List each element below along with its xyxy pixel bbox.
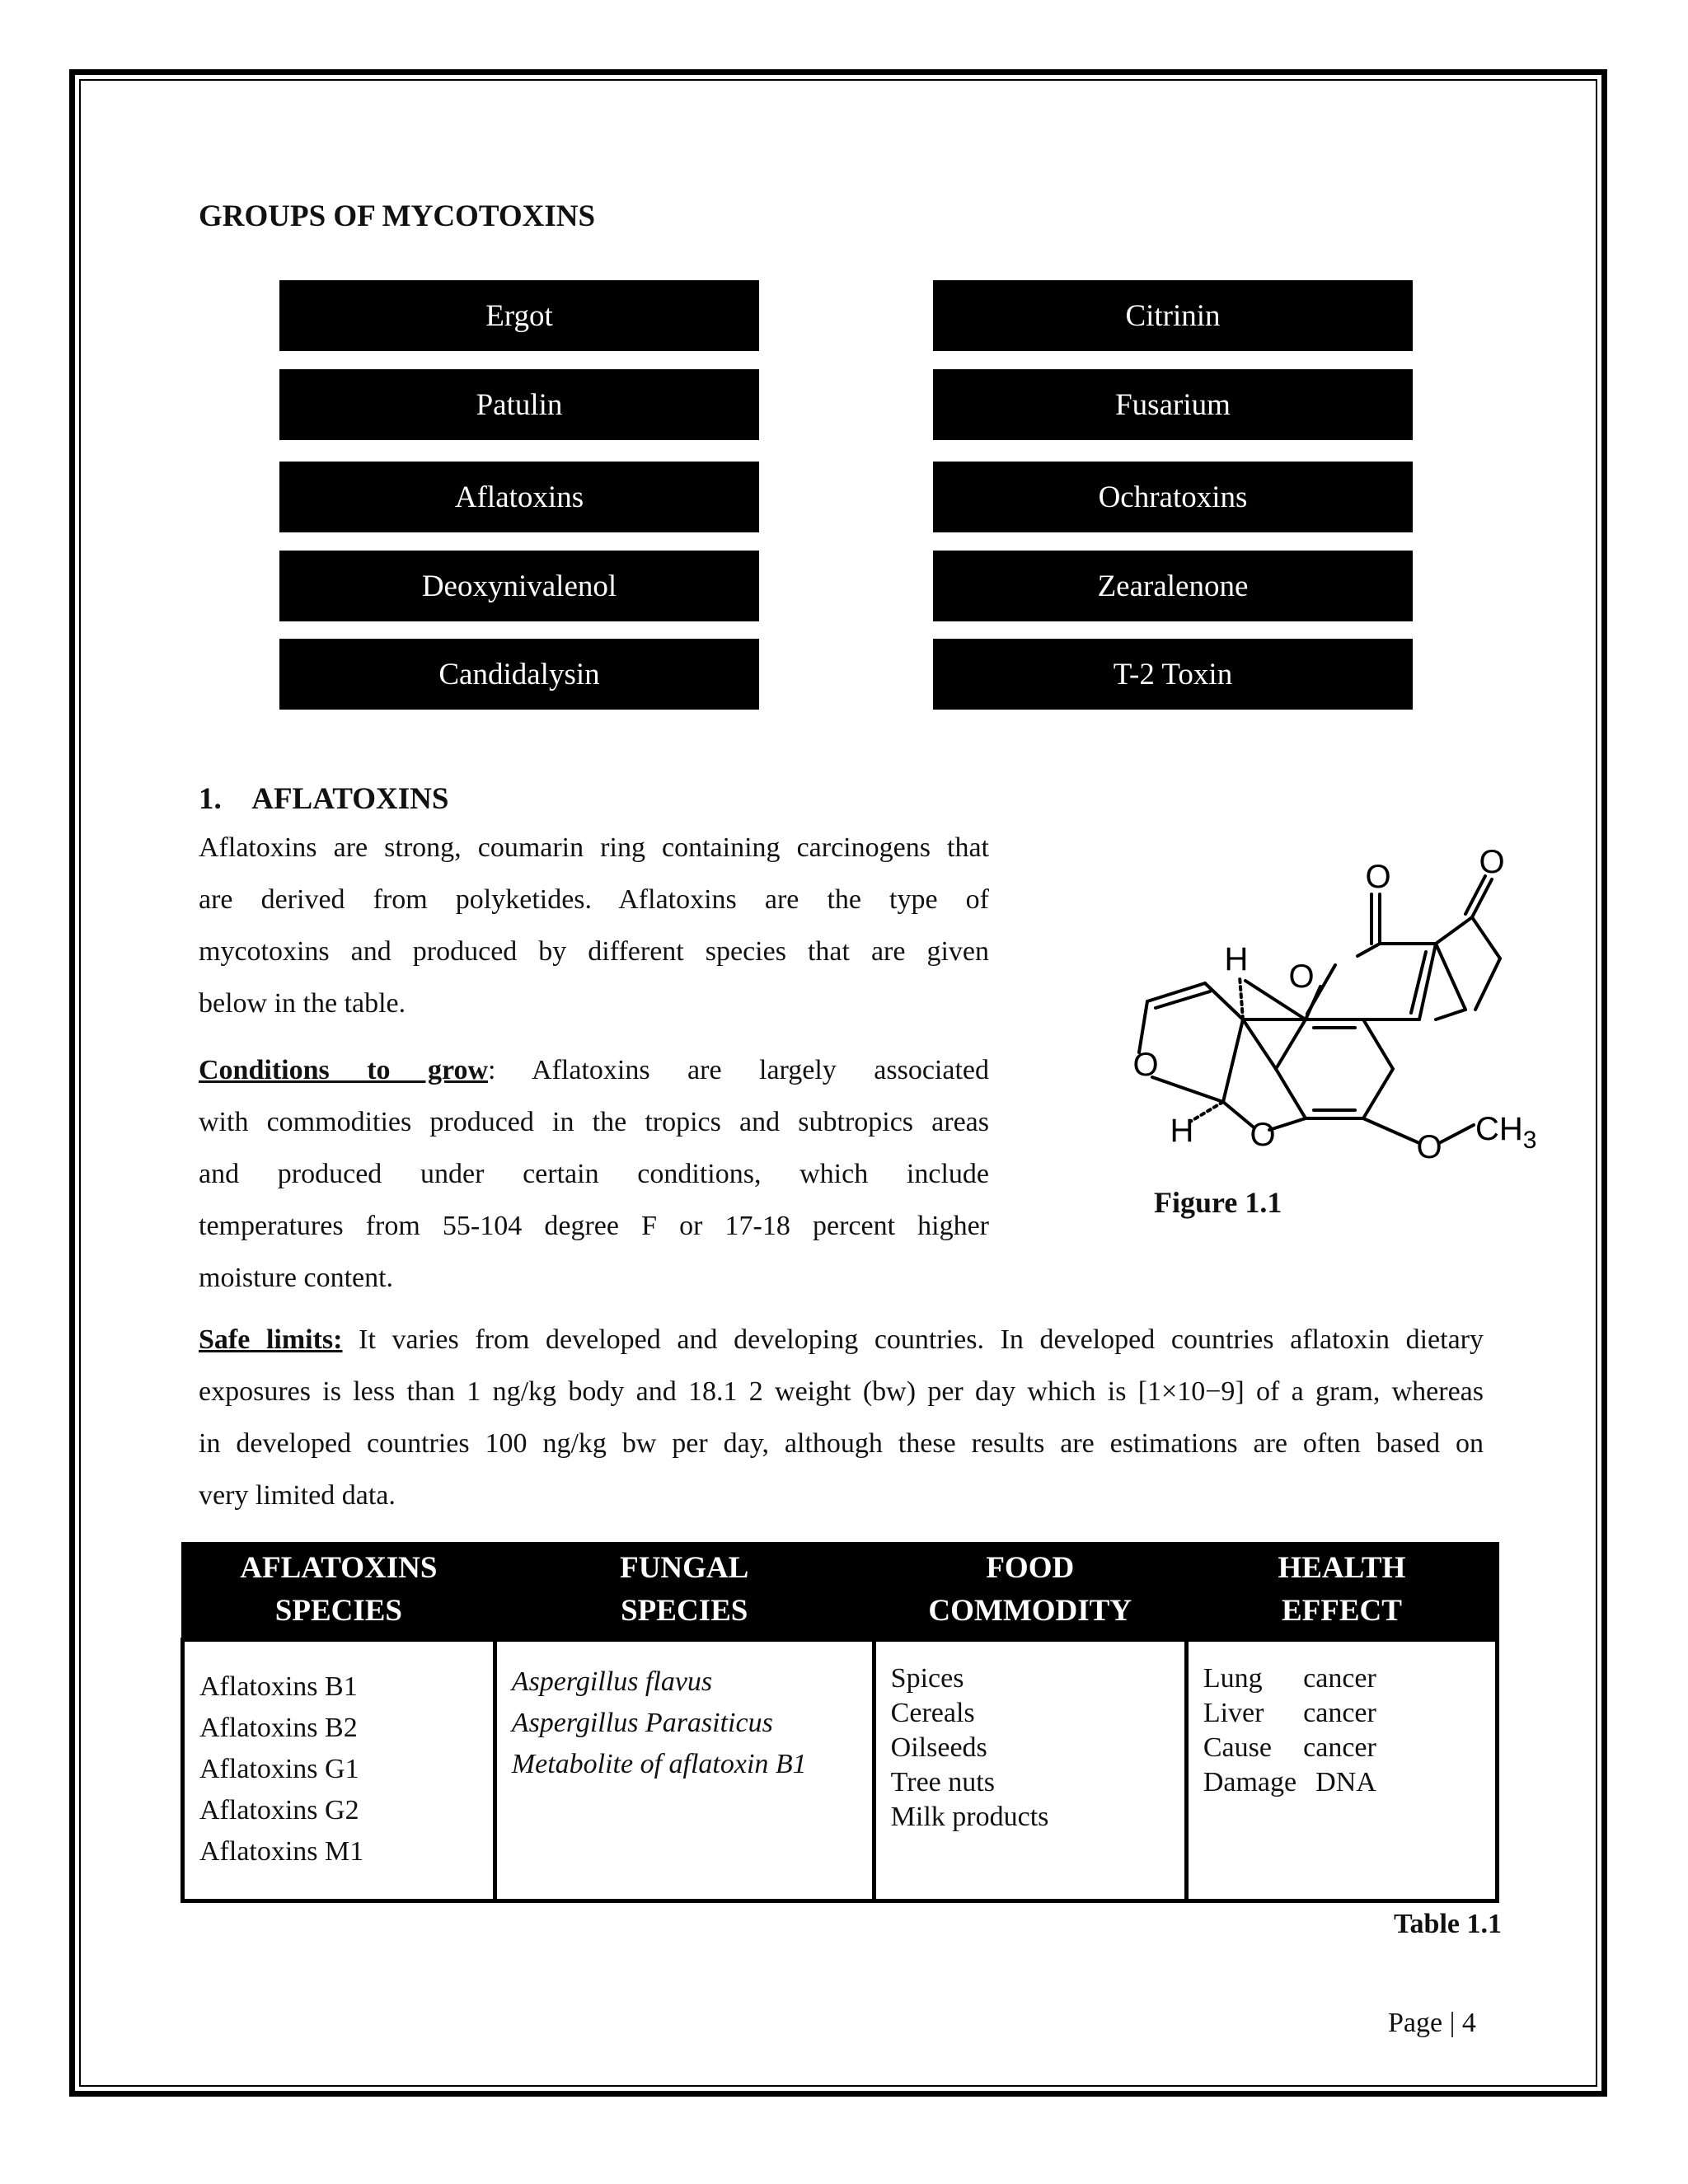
conditions-line: moisture content. bbox=[199, 1263, 394, 1293]
list-item: Cereals bbox=[890, 1698, 975, 1728]
intro-line: mycotoxins and produced by different species that are given bbox=[199, 936, 989, 967]
group-box-fusarium: Fusarium bbox=[933, 369, 1413, 440]
list-item: Aflatoxins G2 bbox=[199, 1795, 359, 1825]
list-item: Aspergillus Parasiticus bbox=[511, 1708, 773, 1738]
atom-label-o: O bbox=[1479, 844, 1505, 880]
safe-limits-line: exposures is less than 1 ng/kg body and 18.1 2 weight (bw) per day which is [1×10−9] of a gram, whereas bbox=[199, 1376, 1484, 1407]
safe-limits-first-line bbox=[199, 1314, 1484, 1366]
section-title: AFLATOXINS bbox=[251, 782, 449, 816]
group-box-ochratoxins: Ochratoxins bbox=[933, 462, 1413, 532]
group-box-candidalysin: Candidalysin bbox=[279, 639, 759, 710]
safe-limits-line: very limited data. bbox=[199, 1480, 396, 1511]
list-item: Milk products bbox=[890, 1802, 1049, 1832]
intro-line: are derived from polyketides. Aflatoxins are the type of bbox=[199, 884, 989, 915]
list-item: Cause cancer bbox=[1203, 1732, 1376, 1763]
groups-heading: GROUPS OF MYCOTOXINS bbox=[199, 199, 596, 233]
list-item: Aflatoxins B1 bbox=[199, 1671, 358, 1702]
table-header-food-commodity: FOOD COMMODITY bbox=[874, 1542, 1186, 1640]
section-number: 1. bbox=[199, 782, 222, 816]
ch3-c: CH bbox=[1475, 1111, 1523, 1147]
conditions-line: and produced under certain conditions, which include bbox=[199, 1159, 989, 1189]
food-commodity-cell bbox=[874, 1640, 1186, 1901]
intro-paragraph bbox=[199, 822, 989, 1029]
section-heading bbox=[199, 781, 448, 817]
safe-limits-label: Safe limits: bbox=[199, 1324, 343, 1355]
group-box-citrinin: Citrinin bbox=[933, 280, 1413, 351]
aflatoxin-structure-figure bbox=[1007, 837, 1537, 1199]
conditions-paragraph bbox=[199, 1044, 989, 1304]
table-header-fungal-species: FUNGAL SPECIES bbox=[495, 1542, 874, 1640]
fungal-species-cell bbox=[495, 1640, 874, 1901]
intro-line: below in the table. bbox=[199, 988, 406, 1019]
intro-line: Aflatoxins are strong, coumarin ring containing carcinogens that bbox=[199, 832, 989, 863]
table-caption: Table 1.1 bbox=[1393, 1909, 1502, 1939]
safe-limits-line: in developed countries 100 ng/kg bw per day, although these results are estimations are often based on bbox=[199, 1428, 1484, 1459]
group-box-aflatoxins: Aflatoxins bbox=[279, 462, 759, 532]
conditions-line: : Aflatoxins are largely associated bbox=[488, 1055, 989, 1085]
figure-caption: Figure 1.1 bbox=[1154, 1186, 1282, 1219]
list-item: Aspergillus flavus bbox=[511, 1666, 713, 1697]
list-item: Damage DNA bbox=[1203, 1767, 1376, 1797]
list-item: Lung cancer bbox=[1203, 1663, 1376, 1694]
table-header-row bbox=[183, 1542, 1498, 1640]
list-item: Aflatoxins B2 bbox=[199, 1713, 358, 1743]
page-number: Page | 4 bbox=[1388, 2008, 1476, 2038]
list-item: Spices bbox=[890, 1663, 964, 1694]
health-effect-cell bbox=[1186, 1640, 1497, 1901]
table-header-aflatoxin-species: AFLATOXINS SPECIES bbox=[183, 1542, 495, 1640]
list-item: Tree nuts bbox=[890, 1767, 995, 1797]
atom-label-o: O bbox=[1132, 1047, 1159, 1083]
atom-label-o: O bbox=[1416, 1129, 1442, 1165]
group-box-deoxynivalenol: Deoxynivalenol bbox=[279, 551, 759, 621]
table-header-health-effect: HEALTH EFFECT bbox=[1186, 1542, 1497, 1640]
group-box-t2-toxin: T-2 Toxin bbox=[933, 639, 1413, 710]
atom-label-h: H bbox=[1170, 1113, 1194, 1149]
group-box-zearalenone: Zearalenone bbox=[933, 551, 1413, 621]
conditions-label: Conditions to grow bbox=[199, 1055, 489, 1085]
ch3-subscript: 3 bbox=[1522, 1127, 1537, 1154]
conditions-first-line bbox=[199, 1044, 989, 1096]
safe-limits-paragraph bbox=[199, 1314, 1484, 1521]
list-item: Liver cancer bbox=[1203, 1698, 1376, 1728]
conditions-line: temperatures from 55-104 degree F or 17-18 percent higher bbox=[199, 1211, 989, 1241]
atom-label-o: O bbox=[1250, 1117, 1276, 1153]
aflatoxin-species-cell bbox=[183, 1640, 495, 1901]
list-item: Aflatoxins M1 bbox=[199, 1836, 364, 1867]
atom-label-o: O bbox=[1288, 958, 1315, 995]
conditions-line: with commodities produced in the tropics and subtropics areas bbox=[199, 1107, 989, 1137]
list-item: Aflatoxins G1 bbox=[199, 1754, 359, 1784]
group-box-ergot: Ergot bbox=[279, 280, 759, 351]
atom-label-o: O bbox=[1365, 859, 1391, 895]
aflatoxin-table bbox=[181, 1542, 1499, 1903]
safe-limits-line: It varies from developed and developing countries. In developed countries aflatoxin dietary bbox=[342, 1324, 1484, 1355]
list-item: Oilseeds bbox=[890, 1732, 987, 1763]
table-row bbox=[183, 1640, 1498, 1901]
group-box-patulin: Patulin bbox=[279, 369, 759, 440]
atom-label-h: H bbox=[1224, 941, 1249, 977]
list-item: Metabolite of aflatoxin B1 bbox=[511, 1749, 807, 1779]
